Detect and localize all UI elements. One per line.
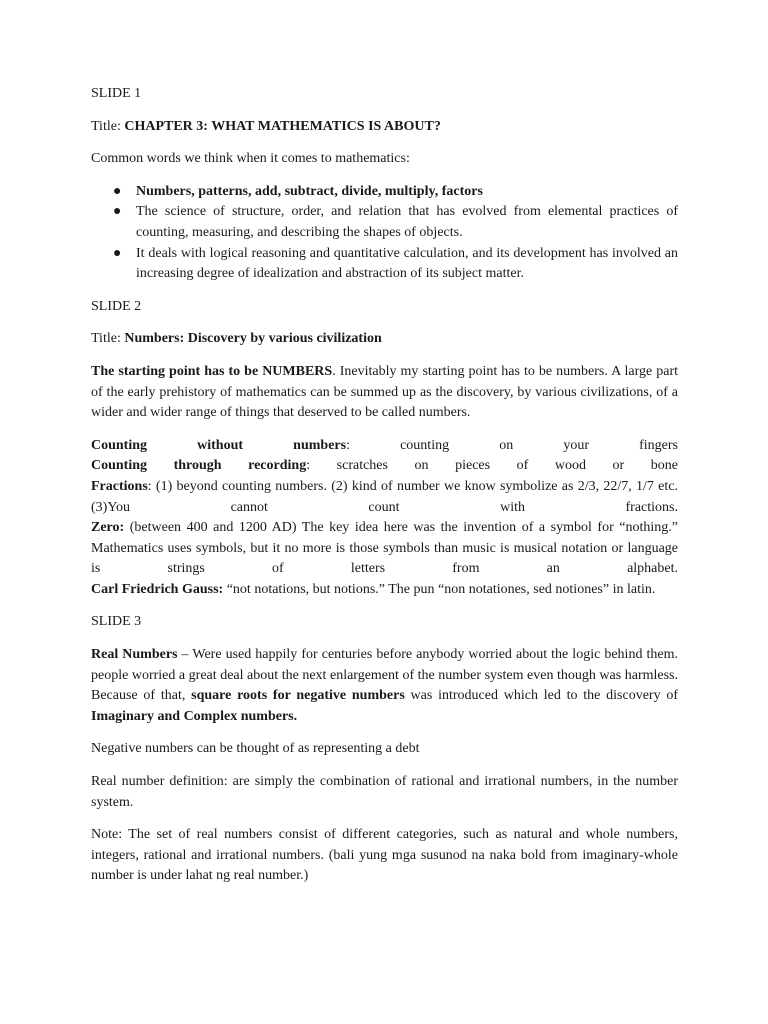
- title-label: Title:: [91, 118, 125, 134]
- zero-entry: [91, 518, 678, 580]
- real-numbers-text-2: was introduced which led to the discovery of: [404, 688, 679, 704]
- document-page: [91, 84, 678, 887]
- definition: (between 400 and 1200 AD) The key idea here was the invention of a symbol for “nothing.” Mathematics uses symbols, but it no more is those symbols than music is musical notation or language is strings of letters from an alphabet.: [91, 520, 678, 577]
- slide-1-bullet-list: [91, 182, 678, 285]
- starting-point-text: . Inevitably my starting point has to be numbers. A large part of the early prehistory of mathematics can be summed up as the discovery, by various civilizations, of a wider and wider range of things that deserved to be called numbers.: [91, 363, 679, 421]
- slide-1-title: [91, 117, 678, 138]
- real-numbers-bold: Real Numbers: [91, 647, 178, 663]
- term: Counting without numbers: [91, 437, 347, 453]
- fractions-entry: [91, 477, 678, 518]
- starting-point-paragraph: [91, 362, 678, 424]
- real-numbers-text-1: – Were used happily for centuries before anybody worried about the logic behind them. people worried a great deal about the next enlargement of the number system even though was harmless. Because of that,: [91, 647, 678, 704]
- title-text: CHAPTER 3: WHAT MATHEMATICS IS ABOUT?: [124, 118, 441, 134]
- definition: : counting on your fingers: [346, 437, 678, 453]
- definition: “not notations, but notions.” The pun “non notationes, sed notiones” in latin.: [223, 581, 656, 597]
- list-item-text: Numbers, patterns, add, subtract, divide, multiply, factors: [136, 183, 483, 199]
- term: Counting through recording: [91, 458, 307, 474]
- bullet-icon: ●: [113, 183, 122, 199]
- list-item-text: It deals with logical reasoning and quantitative calculation, and its development has involved an increasing degree of idealization and abstraction of its subject matter.: [136, 245, 678, 282]
- real-number-definition: Real number definition: are simply the combination of rational and irrational numbers, in the number system.: [91, 774, 678, 810]
- counting-through-recording: [91, 456, 678, 477]
- list-item: [91, 202, 678, 243]
- term: Zero:: [91, 520, 125, 536]
- counting-without-numbers: [91, 436, 678, 457]
- list-item-text: The science of structure, order, and relation that has evolved from elemental practices of counting, measuring, and describing the shapes of objects.: [136, 204, 678, 240]
- definition: : scratches on pieces of wood or bone: [306, 458, 678, 474]
- note-paragraph: Note: The set of real numbers consist of different categories, such as natural and whole numbers, integers, rational and irrational numbers. (bali yung mga susunod na naka bold from imaginary-whole number is under lahat ng real number.): [91, 827, 678, 884]
- bullet-icon: ●: [113, 204, 122, 220]
- definition: : (1) beyond counting numbers. (2) kind of number we know symbolize as 2/3, 22/7, 1/7 etc. (3)You cannot count with fractions.: [91, 478, 678, 515]
- square-roots-bold: square roots for negative numbers: [191, 688, 405, 704]
- slide-2-heading: SLIDE 2: [91, 298, 142, 314]
- slide-1-heading: SLIDE 1: [91, 86, 142, 101]
- list-item: [91, 244, 678, 285]
- list-item: [91, 182, 678, 203]
- real-numbers-paragraph: [91, 645, 678, 727]
- negative-numbers-paragraph: Negative numbers can be thought of as representing a debt: [91, 741, 420, 757]
- title-label: Title:: [91, 331, 125, 347]
- number-concepts-block: [91, 436, 678, 601]
- slide-1-intro: Common words we think when it comes to mathematics:: [91, 151, 410, 167]
- term: Carl Friedrich Gauss:: [91, 581, 224, 597]
- title-text: Numbers: Discovery by various civilization: [124, 331, 382, 347]
- slide-2-title: [91, 329, 678, 350]
- starting-point-bold: The starting point has to be NUMBERS: [91, 363, 333, 379]
- gauss-entry: [91, 580, 678, 601]
- imaginary-complex-bold: Imaginary and Complex numbers.: [91, 708, 298, 724]
- bullet-icon: ●: [113, 245, 122, 261]
- term: Fractions: [91, 478, 148, 494]
- slide-3-heading: SLIDE 3: [91, 614, 142, 630]
